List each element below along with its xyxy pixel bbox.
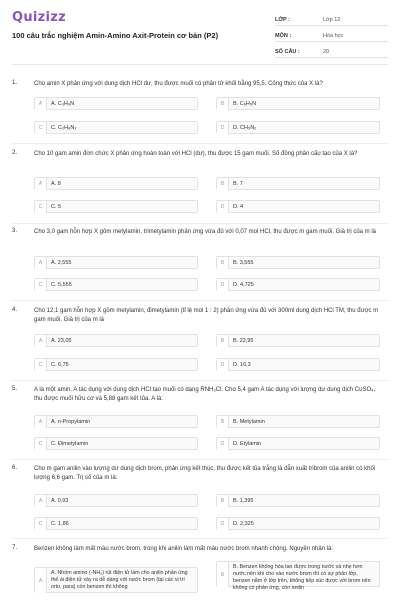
option-letter: C [35,518,47,530]
option-a[interactable] [34,494,198,507]
option-b[interactable] [216,415,380,428]
question-text: Benzen không làm mất màu nước brom, trong khi anilin làm mất màu nước brom nhanh chóng. Nguyên nhân là: [34,546,334,552]
option-a[interactable] [34,256,198,269]
option-text: D. 4 [233,203,244,210]
option-letter: C [35,359,47,371]
question-divider [12,380,388,381]
option-text: C. Đimetylamin [51,440,89,447]
option-b[interactable] [216,334,380,347]
option-a[interactable] [34,334,198,347]
question-5 [12,386,388,456]
option-letter: B [217,562,229,587]
option-d[interactable] [216,278,380,291]
option-d[interactable] [216,437,380,450]
option-c[interactable] [34,517,198,530]
question-divider [12,143,388,144]
option-a[interactable] [34,97,198,110]
question-text: Cho 3,0 gam hỗn hợp X gồm metylamin, trimetylamin phản ứng vừa đủ với 0,07 mol HCl, thu được m gam muối. Giá trị của m là [34,229,376,235]
question-number: 6. [12,465,18,471]
question-text: Cho amin X phản ứng với dung dịch HCl dư, thu được muối có phân tử khối bằng 95,5. Công thức của X là? [34,81,323,87]
option-letter: B [217,178,229,190]
question-6 [12,465,388,535]
option-text: B. Metylamin [233,418,265,425]
question-text: Cho 10 gam amin đơn chức X phản ứng hoàn toàn với HCl (dư), thu được 15 gam muối. Số đồng phân cấu tạo của X là? [34,151,358,157]
meta-row-grade [275,12,388,26]
question-number: 4. [12,307,18,313]
option-letter: B [217,495,229,507]
option-text: C. 6,75 [51,361,69,368]
meta-key: SỐ CÂU : [275,49,300,55]
question-7 [12,545,388,600]
option-letter: A [35,416,47,428]
option-text: D. 2,325 [233,520,254,527]
question-1 [12,80,388,140]
option-letter: A [35,568,47,593]
question-4 [12,307,388,377]
option-d[interactable] [216,200,380,213]
option-text: A. 23,05 [51,337,72,344]
option-text: A. C₃H₉N [51,100,75,107]
question-divider [12,459,388,460]
option-letter: C [35,279,47,291]
option-letter: D [217,438,229,450]
option-text: A. Nhóm amino (-NH₂) rút điện tử làm cho anilin phản ứng thế ái điện tử xảy ra dễ dàng với nước brom (tại các vị trí orto, para) còn benzen thì không [51,570,188,590]
option-letter: D [217,122,229,134]
option-text: D. Etylamin [233,440,262,447]
option-a[interactable] [34,415,198,428]
option-letter: D [217,518,229,530]
option-letter: C [35,122,47,134]
question-2 [12,150,388,220]
question-number: 2. [12,150,18,156]
worksheet-meta [275,12,388,60]
option-text: C. C₂H₈N₂ [51,124,77,131]
option-c[interactable] [34,121,198,134]
option-letter: A [35,257,47,269]
option-letter: A [35,178,47,190]
question-number: 7. [12,545,18,551]
worksheet-title: 100 câu trắc nghiệm Amin-Amino Axit-Protein cơ bản (P2) [12,31,219,40]
option-letter: B [217,335,229,347]
option-letter: B [217,257,229,269]
option-text: D. CH₅N₂ [233,124,257,131]
option-text: A. 8 [51,180,61,187]
question-divider [12,538,388,539]
option-c[interactable] [34,437,198,450]
question-number: 1. [12,80,18,86]
meta-row-count [275,44,388,58]
meta-row-subject [275,28,388,42]
option-a[interactable] [34,177,198,190]
option-letter: C [35,201,47,213]
worksheet-header [0,0,400,70]
option-b[interactable] [216,561,380,591]
meta-key: LỚP : [275,17,290,23]
option-d[interactable] [216,517,380,530]
question-text: Cho m gam anilin vào lượng dư dung dịch brom, phản ứng kết thúc, thu được kết tủa trắng là dẫn xuất tribrom của anilin có khối lượng 6,6 gam. Trị số của m là: [34,466,376,481]
option-letter: D [217,359,229,371]
option-b[interactable] [216,256,380,269]
meta-value: Hóa học [323,33,344,39]
option-text: B. Benzen không hòa tan được trong nước và nhẹ hơn nước nên khi cho vào nước brom thì có sự phân lớp, benzen nằm ở lớp trên, không tiếp xúc được với brom nên không có phản ứng, còn anilin [233,564,371,591]
question-3 [12,228,388,298]
meta-value: Lớp 12 [323,17,341,23]
option-text: C. 5 [51,203,62,210]
option-text: B. 22,95 [233,337,254,344]
option-b[interactable] [216,177,380,190]
question-number: 3. [12,228,18,234]
option-b[interactable] [216,494,380,507]
meta-value: 20 [323,49,330,55]
option-c[interactable] [34,278,198,291]
option-text: A. 0,93 [51,497,69,504]
option-text: C. 5,555 [51,281,72,288]
question-divider [12,223,388,224]
option-letter: B [217,98,229,110]
meta-key: MÔN : [275,33,292,39]
option-letter: C [35,438,47,450]
quizizz-logo: Quizizz [12,10,67,25]
option-letter: D [217,279,229,291]
option-letter: B [217,416,229,428]
option-letter: A [35,335,47,347]
option-text: D. 16,3 [233,361,251,368]
option-letter: A [35,98,47,110]
option-c[interactable] [34,200,198,213]
option-text: A. n-Propylamin [51,418,91,425]
question-text: A là một amin. A tác dụng với dung dịch HCl tạo muối có dạng RNH₃Cl. Cho 5,4 gam A tác dụng với lượng dư dung dịch CuSO₄, thu được muối hữu cơ và 5,88 gam kết tủa. A là: [34,387,376,402]
question-divider [12,300,388,301]
option-text: A. 2,555 [51,259,72,266]
question-number: 5. [12,386,18,392]
option-letter: A [35,495,47,507]
option-text: C. 1,86 [51,520,69,527]
option-b[interactable] [216,97,380,110]
option-c[interactable] [34,358,198,371]
header-divider [12,64,388,65]
option-d[interactable] [216,358,380,371]
option-text: D. 4,725 [233,281,254,288]
option-letter: D [217,201,229,213]
option-a[interactable] [34,567,198,593]
option-text: B. C₆H₅N [233,100,257,107]
option-text: B. 7 [233,180,243,187]
question-text: Cho 12,1 gam hỗn hợp X gồm metylamin, đimetylamin (tỉ lệ mol 1 : 2) phản ứng vừa đủ với 300ml dung dịch HCl TM, thu được m gam muối. Giá trị của m là [34,308,379,323]
option-d[interactable] [216,121,380,134]
option-text: B. 1,395 [233,497,254,504]
option-text: B. 3,555 [233,259,254,266]
